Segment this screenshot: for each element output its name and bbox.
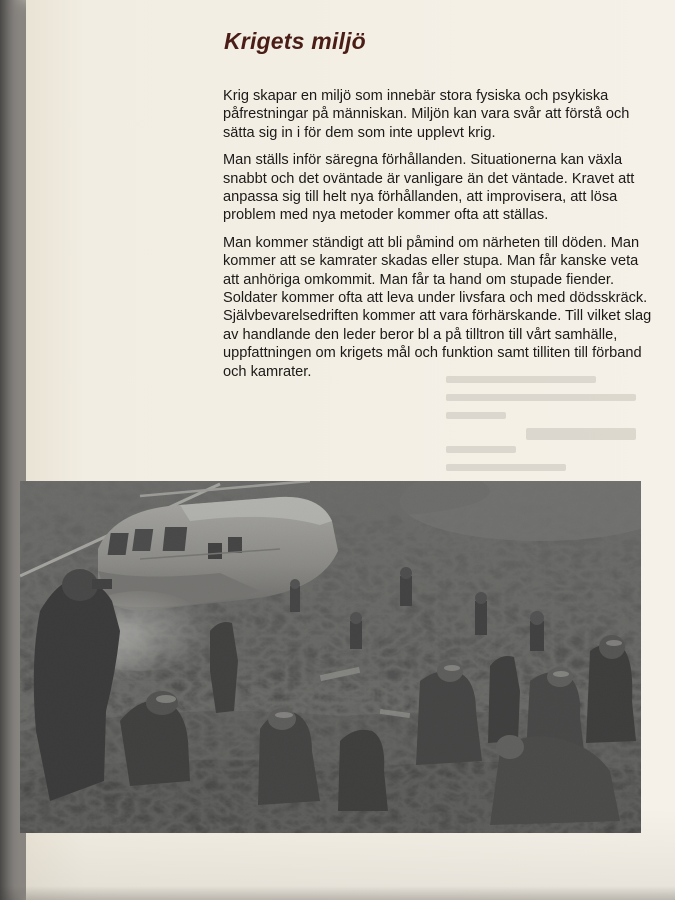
page-bottom-shadow — [0, 886, 675, 900]
paragraph-3: Man kommer ständigt att bli påmind om närheten till döden. Man kommer att se kamrater skadas eller stupa. Man får kanske veta att anhöriga omkommit. Man får ta hand om stupade fiender. Soldater kommer ofta att leva under livsfara och med dödsskräck. Självbevarelsedriften kommer att vara förhärskande. Till vilket slag av handlande den leder beror bl a på tilltron till vårt samhälle, uppfattningen om krigets mål och funktion samt tilliten till förband och kamrater. — [223, 234, 652, 380]
body-text — [223, 87, 655, 390]
paragraph-1: Krig skapar en miljö som innebär stora fysiska och psykiska påfrestningar på människan. Miljön kan vara svår att förstå och sätta sig in i för dem som inte upplevt krig. — [223, 88, 630, 141]
reverse-side-show-through — [446, 372, 666, 482]
war-photograph — [20, 481, 641, 833]
paragraph-2: Man ställs inför säregna förhållanden. Situationerna kan växla snabbt och det oväntade är vanligare än det väntade. Kravet att anpassa sig till helt nya förhållanden, att improvisera, att lösa problem med nya metoder kommer ofta att ställas. — [223, 152, 635, 224]
page-title: Krigets miljö — [224, 28, 366, 54]
photograph-scene — [20, 481, 641, 833]
